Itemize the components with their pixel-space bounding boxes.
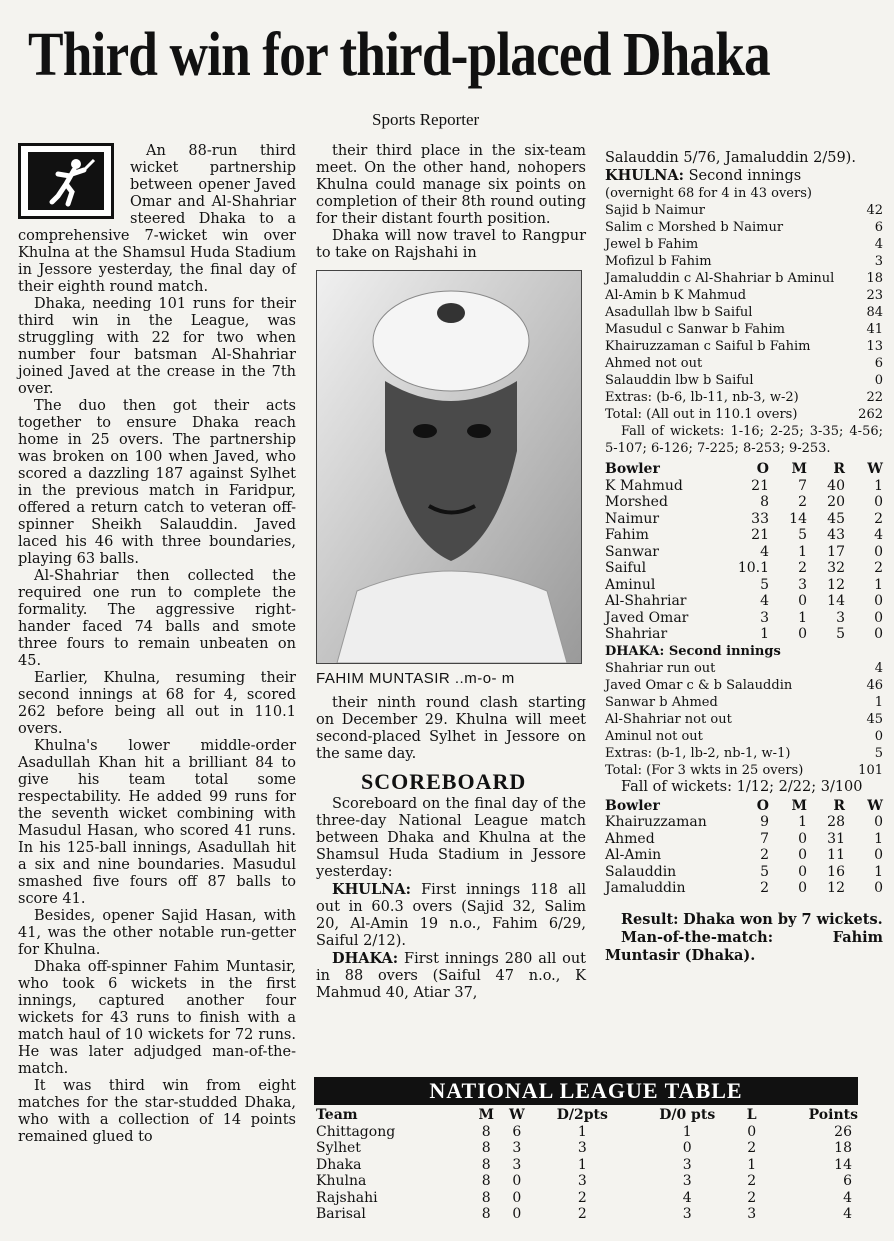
batsman-entry: Jewel b Fahim (605, 237, 699, 252)
batting-row (605, 219, 883, 236)
bowling-figure: 0 (874, 847, 883, 863)
bowling-figure: 0 (874, 543, 883, 560)
khulna-second-sub: (overnight 68 for 4 in 43 overs) (605, 186, 812, 201)
bowler-name: Khairuzzaman (605, 814, 707, 830)
batsman-entry: Al-Amin b K Mahmud (605, 288, 747, 303)
league-value: 8 (481, 1173, 491, 1189)
league-value: 0 (512, 1189, 522, 1206)
runs-value: 0 (874, 728, 883, 744)
league-value: 3 (512, 1156, 522, 1173)
paragraph: Earlier, Khulna, resuming their second innings at 68 for 4, scored 262 before being all out in 110.1 overs. (18, 670, 296, 737)
bowling-header-cell: M (791, 797, 807, 814)
bowling-row (605, 478, 883, 495)
batting-row (605, 694, 883, 711)
bowling-figure: 3 (836, 609, 845, 626)
dhaka-batting-list (605, 660, 883, 779)
league-value: 3 (512, 1140, 522, 1156)
paragraph: It was third win from eight matches for the star-studded Dhaka, who with a collection of 14 points remained glued to (18, 1078, 296, 1145)
bowling-figure: 14 (827, 593, 845, 609)
bowler-name: Al-Amin (605, 847, 662, 863)
runs-value: 22 (866, 390, 883, 405)
bowling-figure: 4 (874, 527, 883, 543)
bowling-figure: 0 (798, 847, 807, 863)
bowling-figure: 43 (827, 527, 845, 543)
league-value: 3 (747, 1206, 757, 1222)
bowling-row (605, 593, 883, 610)
khulna-bowling-table (605, 798, 883, 897)
bowler-name: Aminul (605, 576, 656, 593)
bowler-name: Saiful (605, 560, 647, 576)
runs-value: 101 (858, 762, 883, 778)
batting-row (605, 711, 883, 728)
article-column-2 (316, 143, 586, 1002)
bowling-figure: 0 (874, 880, 883, 896)
bowling-figure: 1 (874, 576, 883, 593)
league-table-title: NATIONAL LEAGUE TABLE (314, 1077, 858, 1105)
batting-row (605, 389, 883, 406)
batsman-entry: Javed Omar c & b Salauddin (605, 677, 793, 693)
bowling-figure: 3 (798, 576, 807, 593)
batting-row (605, 253, 883, 270)
bowling-figure: 1 (874, 830, 883, 847)
league-value: 8 (481, 1156, 491, 1173)
bowling-row (605, 847, 883, 864)
bowling-figure: 0 (874, 494, 883, 510)
bowler-name: Shahriar (605, 626, 668, 642)
khulna-first-text: First innings 118 all out in 60.3 overs (Sajid 32, Salim 20, Al-Amin 19 n.o., Fahim 6/29, Saiful 2/12). (316, 882, 586, 949)
runs-value: 4 (874, 660, 883, 676)
article-text-col2-top (316, 143, 586, 262)
bowling-figure: 0 (798, 880, 807, 896)
byline: Sports Reporter (372, 110, 480, 129)
league-row (316, 1206, 858, 1223)
dhaka-second-heading: DHAKA: Second innings (605, 643, 781, 659)
player-photo (316, 270, 582, 664)
bowling-figure: 1 (798, 814, 807, 830)
bowling-header-cell: O (756, 461, 769, 477)
bowling-figure: 1 (798, 543, 807, 560)
bowling-figure: 2 (760, 847, 769, 863)
bowling-figure: 28 (827, 814, 845, 830)
runs-value: 262 (858, 407, 883, 422)
batting-row (605, 762, 883, 779)
bowling-figure: 1 (874, 863, 883, 880)
league-value: 8 (481, 1189, 491, 1206)
article-column-1 (18, 143, 296, 1146)
bowling-figure: 1 (874, 477, 883, 494)
paragraph: Dhaka off-spinner Fahim Muntasir, who took 6 wickets in the first innings, captured another four wickets for 43 runs to finish with a match haul of 10 wickets for 72 runs. He was later adjudged man-of-the-match. (18, 959, 296, 1077)
league-value: 0 (682, 1140, 692, 1156)
khulna-second-label: KHULNA: (605, 167, 684, 184)
league-value: 3 (682, 1156, 692, 1173)
bowling-figure: 8 (760, 494, 769, 510)
result-text: Dhaka won by 7 wickets. (683, 910, 883, 928)
bowling-figure: 2 (798, 560, 807, 576)
batting-row (605, 236, 883, 253)
batting-row (605, 202, 883, 219)
batting-row (605, 338, 883, 355)
bowling-figure: 16 (827, 863, 845, 880)
paragraph: The duo then got their acts together to ensure Dhaka reach home in 25 overs. The partnership was broken on 100 when Javed, who scored a dazzling 187 against Sylhet in the previous match in Faridpur, offered a return catch to veteran off-spinner Sheikh Salauddin. Javed laced his 46 with three boundaries, playing 63 balls. (18, 398, 296, 567)
bowling-header-cell: Bowler (605, 797, 660, 814)
bowling-figure: 0 (874, 593, 883, 609)
bowler-name: Ahmed (605, 830, 655, 847)
paragraph: Besides, opener Sajid Hasan, with 41, was the other notable run-getter for Khulna. (18, 908, 296, 958)
bowling-figure: 4 (760, 593, 769, 609)
league-value: 26 (834, 1123, 852, 1140)
bowling-figure: 7 (760, 830, 769, 847)
bowling-figure: 12 (827, 880, 845, 896)
khulna-fall-of-wickets: Fall of wickets: 1-16; 2-25; 3-35; 4-56; 5-107; 6-126; 7-225; 8-253; 9-253. (605, 424, 883, 456)
league-value: 3 (577, 1173, 587, 1189)
league-value: 8 (481, 1123, 491, 1140)
bowling-header-cell: W (867, 797, 883, 814)
bowling-figure: 21 (751, 527, 769, 543)
bowler-name: Fahim (605, 527, 649, 543)
batsman-entry: Total: (For 3 wkts in 25 overs) (605, 762, 804, 778)
dhaka-first-innings (316, 950, 586, 1002)
bowling-figure: 0 (798, 830, 807, 847)
league-value: 4 (843, 1206, 852, 1222)
batsman-entry: Total: (All out in 110.1 overs) (605, 407, 798, 422)
bowling-header-cell: R (833, 461, 845, 477)
bowling-figure: 5 (836, 626, 845, 642)
bowling-figure: 2 (798, 494, 807, 510)
bowling-figure: 11 (827, 847, 845, 863)
bowling-figure: 9 (760, 814, 769, 830)
league-header-cell: D/0 pts (659, 1107, 716, 1123)
bowler-name: Salauddin (605, 863, 677, 880)
bowling-figure: 33 (751, 510, 769, 527)
motm-text: Fahim Muntasir (Dhaka). (605, 928, 883, 964)
league-value: 3 (682, 1206, 692, 1222)
batting-row (605, 406, 883, 423)
khulna-first-label: KHULNA: (332, 881, 411, 898)
batsman-entry: Aminul not out (605, 728, 703, 744)
runs-value: 3 (874, 254, 883, 269)
league-value: 14 (834, 1156, 852, 1173)
league-value: 3 (682, 1173, 692, 1189)
bowling-figure: 45 (827, 510, 845, 527)
bowler-name: Al-Shahriar (605, 593, 687, 609)
league-value: 4 (843, 1189, 852, 1206)
bowling-figure: 21 (751, 477, 769, 494)
bowler-name: Naimur (605, 510, 660, 527)
bowling-row (605, 560, 883, 577)
photo-caption: FAHIM MUNTASIR ..m-o- m (316, 670, 515, 687)
paragraph: their ninth round clash starting on December 29. Khulna will meet second-placed Sylhet in Jessore on the same day. (316, 695, 586, 762)
batting-row (605, 372, 883, 389)
bowling-row (605, 626, 883, 643)
batsman-entry: Salauddin lbw b Saiful (605, 373, 754, 388)
batting-row (605, 287, 883, 304)
team-name: Chittagong (316, 1123, 396, 1140)
bowling-row (605, 831, 883, 848)
bowling-row (605, 577, 883, 594)
league-row (316, 1157, 858, 1174)
bowling-figure: 2 (874, 510, 883, 527)
article-text-col2-mid (316, 695, 586, 763)
runs-value: 41 (866, 322, 883, 337)
runs-value: 4 (874, 237, 883, 252)
bowling-row (605, 814, 883, 831)
league-value: 3 (577, 1140, 587, 1156)
paragraph: An 88-run third wicket partnership between opener Javed Omar and Al-Shahriar steered Dhaka to a comprehensive 7-wicket win over Khulna at the Shamsul Huda Stadium in Jessore yesterday, the final day of their eighth round match. (18, 143, 296, 295)
bowling-figure: 4 (760, 543, 769, 560)
league-value: 6 (512, 1123, 522, 1140)
result-label: Result: (621, 910, 679, 928)
league-value: 0 (747, 1123, 757, 1140)
league-header-cell: Points (808, 1107, 858, 1123)
team-name: Rajshahi (316, 1189, 378, 1206)
paragraph: Al-Shahriar then collected the required one run to complete the formality. The aggressive right-hander faced 74 balls and smote three fours to remain unbeaten on 45. (18, 568, 296, 669)
league-value: 2 (747, 1189, 757, 1206)
bowling-row (605, 880, 883, 897)
team-name: Sylhet (316, 1140, 361, 1156)
runs-value: 13 (866, 339, 883, 354)
bowling-row (605, 527, 883, 544)
league-header-cell: Team (316, 1107, 358, 1123)
batsman-entry: Sanwar b Ahmed (605, 694, 718, 710)
league-value: 1 (682, 1123, 692, 1140)
batting-row (605, 304, 883, 321)
league-value: 1 (577, 1156, 587, 1173)
league-value: 2 (747, 1173, 757, 1189)
bowler-name: Sanwar (605, 543, 659, 560)
scoreboard-column (605, 150, 883, 965)
bowling-header-row (605, 798, 883, 815)
league-header-cell: L (746, 1107, 757, 1123)
league-value: 18 (834, 1140, 852, 1156)
league-header-cell: D/2pts (556, 1107, 608, 1123)
bowling-header-cell: M (791, 461, 807, 477)
bowling-header-cell: O (756, 797, 769, 814)
scoreboard-intro: Scoreboard on the final day of the three-day National League match between Dhaka and Khulna at the Shamsul Huda Stadium in Jessore yesterday: (316, 796, 586, 880)
khulna-batting-list (605, 202, 883, 423)
bowling-row (605, 610, 883, 627)
dhaka-first-label: DHAKA: (332, 950, 399, 967)
article-text-col1 (18, 143, 296, 1146)
league-header-row (316, 1107, 858, 1124)
bowling-figure: 1 (760, 626, 769, 642)
paragraph: Dhaka will now travel to Rangpur to take on Rajshahi in (316, 228, 586, 261)
batsman-entry: Khairuzzaman c Saiful b Fahim (605, 339, 811, 354)
bowling-figure: 0 (874, 814, 883, 830)
runs-value: 84 (866, 305, 883, 320)
batsman-entry: Mofizul b Fahim (605, 254, 712, 269)
paragraph: Dhaka, needing 101 runs for their third win in the League, was struggling with 22 for two when number four batsman Al-Shahriar joined Javed at the crease in the 7th over. (18, 296, 296, 397)
runs-value: 18 (866, 271, 883, 286)
bowling-figure: 32 (827, 560, 845, 576)
league-value: 8 (481, 1140, 491, 1156)
batting-row (605, 270, 883, 287)
khulna-second-heading (605, 167, 883, 185)
motm-label: Man-of-the-match: (621, 928, 774, 946)
bowling-row (605, 511, 883, 528)
batsman-entry: Masudul c Sanwar b Fahim (605, 322, 785, 337)
bowling-figure: 0 (798, 593, 807, 609)
batsman-entry: Asadullah lbw b Saiful (605, 305, 753, 320)
headline: Third win for third-placed Dhaka (28, 21, 770, 89)
match-result (605, 911, 883, 929)
league-header-cell: W (508, 1107, 525, 1123)
league-value: 0 (512, 1173, 522, 1189)
runs-value: 23 (866, 288, 883, 303)
bowler-name: Javed Omar (605, 609, 689, 626)
batting-row (605, 745, 883, 762)
dhaka-fall-of-wickets: Fall of wickets: 1/12; 2/22; 3/100 (621, 778, 863, 795)
bowler-name: K Mahmud (605, 477, 683, 494)
runs-value: 6 (874, 220, 883, 235)
bowling-figure: 3 (760, 609, 769, 626)
bowling-figure: 17 (827, 543, 845, 560)
bowling-figure: 40 (827, 477, 845, 494)
league-value: 2 (577, 1189, 587, 1206)
bowling-figure: 2 (874, 560, 883, 576)
bowling-figure: 20 (827, 494, 845, 510)
league-value: 2 (747, 1140, 757, 1156)
dhaka-bowling-table (605, 461, 883, 643)
bowling-row (605, 544, 883, 561)
league-header-cell: M (478, 1107, 494, 1123)
man-of-the-match (605, 929, 883, 965)
team-name: Dhaka (316, 1156, 362, 1173)
team-name: Khulna (316, 1173, 367, 1189)
bowling-figure: 5 (760, 576, 769, 593)
league-value: 6 (843, 1173, 852, 1189)
bowler-name: Jamaluddin (605, 880, 686, 896)
bowling-header-row (605, 461, 883, 478)
league-row (316, 1140, 858, 1157)
batsman-entry: Salim c Morshed b Naimur (605, 220, 784, 235)
khulna-second-title: Second innings (688, 168, 802, 184)
khulna-first-innings (316, 881, 586, 950)
bowling-figure: 5 (798, 527, 807, 543)
batsman-entry: Extras: (b-1, lb-2, nb-1, w-1) (605, 745, 791, 761)
batsman-entry: Ahmed not out (605, 356, 703, 371)
batsman-entry: Sajid b Naimur (605, 203, 705, 218)
cricket-logo-icon (18, 143, 114, 219)
bowling-figure: 2 (760, 880, 769, 896)
paragraph: their third place in the six-team meet. On the other hand, nohopers Khulna could manage six points on completion of their 8th round outing for their distant fourth position. (316, 143, 586, 227)
bowler-name: Morshed (605, 494, 668, 510)
league-value: 1 (747, 1156, 757, 1173)
league-value: 4 (682, 1189, 692, 1206)
runs-value: 46 (866, 677, 883, 693)
batting-row (605, 728, 883, 745)
batsman-entry: Al-Shahriar not out (605, 711, 732, 727)
runs-value: 45 (866, 711, 883, 727)
runs-value: 5 (874, 745, 883, 761)
runs-value: 6 (874, 356, 883, 371)
bowling-figure: 0 (874, 626, 883, 642)
bowling-figure: 1 (798, 609, 807, 626)
bowling-figure: 7 (798, 477, 807, 494)
dhaka-first-text: First innings 280 all out in 88 overs (Saiful 47 n.o., K Mahmud 40, Atiar 37, (316, 951, 586, 1001)
bowling-figure: 0 (798, 626, 807, 642)
league-row (316, 1190, 858, 1207)
league-value: 8 (481, 1206, 491, 1222)
bowling-header-cell: W (867, 461, 883, 477)
bowling-figure: 10.1 (737, 560, 769, 576)
bowling-row (605, 864, 883, 881)
bowling-header-cell: R (833, 797, 845, 814)
league-row (316, 1124, 858, 1141)
bowling-figure: 14 (789, 510, 807, 527)
batting-row (605, 355, 883, 372)
runs-value: 42 (866, 203, 883, 218)
dhaka-first-innings-cont: Salauddin 5/76, Jamaluddin 2/59). (605, 150, 856, 166)
batting-row (605, 660, 883, 677)
paragraph: Khulna's lower middle-order Asadullah Khan hit a brilliant 84 to give his team total some respectability. He added 99 runs for the seventh wicket combining with Masudul Hasan, who scored 41 runs. In his 125-ball innings, Asadullah hit a six and nine boundaries. Masudul smashed five fours off 87 balls to score 41. (18, 738, 296, 907)
league-value: 2 (577, 1206, 587, 1222)
runs-value: 0 (874, 373, 883, 388)
bowling-figure: 5 (760, 863, 769, 880)
batting-row (605, 321, 883, 338)
league-table (316, 1107, 858, 1223)
league-value: 1 (577, 1123, 587, 1140)
bowling-figure: 31 (827, 830, 845, 847)
scoreboard-heading: SCOREBOARD (361, 769, 527, 794)
batsman-entry: Extras: (b-6, lb-11, nb-3, w-2) (605, 390, 799, 405)
bowling-figure: 0 (874, 609, 883, 626)
batsman-entry: Shahriar run out (605, 660, 716, 676)
batting-row (605, 677, 883, 694)
batsman-entry: Jamaluddin c Al-Shahriar b Aminul (605, 271, 835, 286)
runs-value: 1 (874, 694, 883, 710)
bowling-figure: 0 (798, 863, 807, 880)
bowling-header-cell: Bowler (605, 461, 660, 477)
bowling-figure: 12 (827, 576, 845, 593)
team-name: Barisal (316, 1206, 366, 1222)
bowling-row (605, 494, 883, 511)
league-value: 0 (512, 1206, 522, 1222)
league-row (316, 1173, 858, 1190)
